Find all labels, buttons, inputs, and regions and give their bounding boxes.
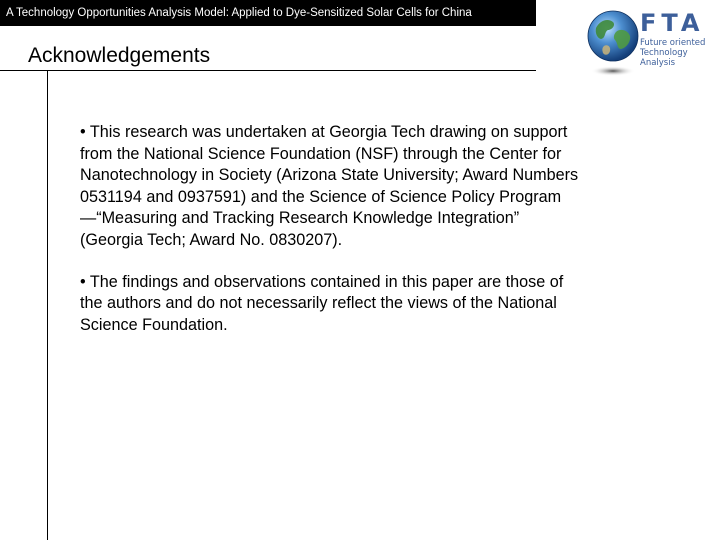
bullet-paragraph: • This research was undertaken at Georgia Tech drawing on support from the National Science Foundation (NSF) through the Center for Nanotechnology in Society (Arizona State University; Award Numbers 0531194 and 0937591) and the Science of Science Policy Program—“Measuring and Tracking Research Knowledge Integration” (Georgia Tech; Award No. 0830207). (80, 123, 579, 249)
bullet-paragraph: • The findings and observations contained in this paper are those of the authors and do not necessarily reflect the views of the National Science Foundation. (80, 272, 564, 334)
slide-heading: Acknowledgements (28, 44, 211, 67)
logo-acronym: FTA (640, 9, 705, 37)
presentation-title-bar (0, 0, 536, 26)
logo-subtitle-line: Future oriented (640, 38, 706, 48)
logo-subtitle-line: Analysis (640, 58, 676, 68)
globe-icon (586, 8, 640, 78)
slide-body (80, 122, 580, 356)
fta-logo (582, 6, 718, 84)
heading-divider (0, 70, 536, 71)
logo-subtitle (640, 38, 705, 68)
presentation-title: A Technology Opportunities Analysis Model: Applied to Dye-Sensitized Solar Cells for China (6, 7, 472, 19)
left-margin-rule (47, 70, 48, 540)
logo-subtitle-line: Technology (640, 48, 688, 58)
